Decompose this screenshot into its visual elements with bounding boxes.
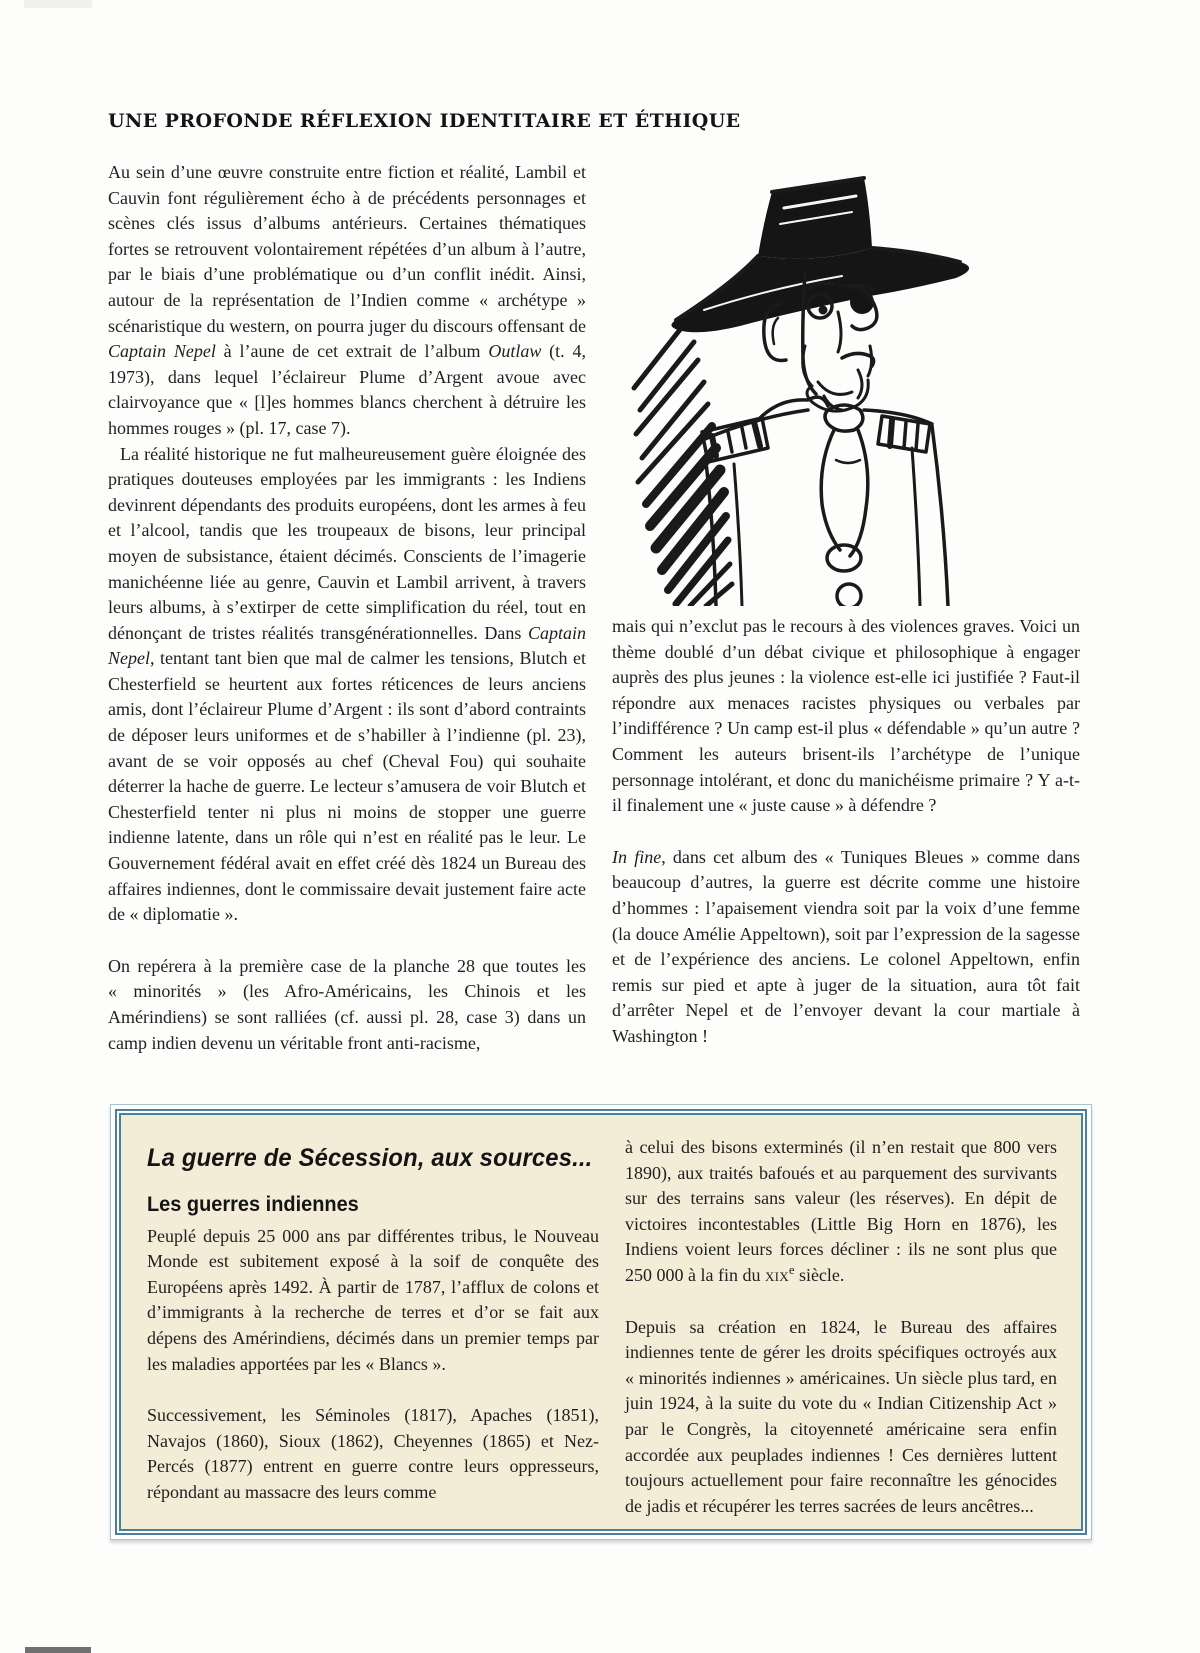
dark-eye (850, 290, 874, 314)
article-right-column (612, 160, 1080, 1056)
sidebar-box-frame (115, 1109, 1087, 1535)
button (837, 584, 861, 606)
article-paragraph: In fine, dans cet album des « Tuniques Bleues » comme dans beaucoup d’autres, la guerre est décrite comme une histoire d’hommes : l’apaisement viendra soit par la voix d’une femme (la douce Amélie Appeltown), soit par l’expression de la sagesse et de l’expérience des anciens. Le colonel Appeltown, enfin remis sur pied et apte à juger de la situation, aura tôt fait d’arrêter Nepel et de l’envoyer devant la cour martiale à Washington ! (612, 846, 1080, 1046)
article-paragraph: La réalité historique ne fut malheureusement guère éloignée des pratiques douteuses employées par les immigrants : les Indiens devinrent dépendants des produits européens, dont les armes à feu et l’alcool, tandis que les troupeaux de bisons, leur principal moyen de subsistance, étaient décimés. Conscients de l’imagerie manichéenne liée au genre, Cauvin et Lambil arrivent, à travers leurs albums, à s’extirper de cette simplification du réel, tout en dénonçant de tristes réalités transgénérationnelles. Dans Captain Nepel, tentant tant bien que mal de calmer les tensions, Blutch et Chesterfield se heurtent aux fortes réticences de leurs anciens amis, dont l’éclaireur Plume d’Argent : ils sont d’abord contraints de déposer leurs uniformes et de s’habiller à l’indienne (pl. 23), avant de se voir opposés au chef (Cheval Fou) qui souhaite déterrer la hache de guerre. Le lecteur s’amusera de voir Blutch et Chesterfield tenter ni plus ni moins de stopper une guerre indienne latente, dans un rôle qui n’est en réalité pas le leur. Le Gouvernement fédéral avait en effet créé dès 1824 un Bureau des affaires indiennes, dont le commissaire devait justement faire acte de « diplomatie ». (108, 443, 586, 925)
right-epaulette (878, 416, 930, 452)
mouth (842, 353, 874, 366)
officer-sketch-illustration (612, 160, 1080, 606)
article-paragraph: On repérera à la première case de la planche 28 que toutes les « minorités » (les Afro-Américains, les Chinois et les Amérindiens) se sont ralliées (cf. aussi pl. 28, case 3) dans un camp indien devenu un véritable front anti-racisme, (108, 955, 586, 1053)
hatch-shading (634, 322, 732, 606)
page-title: UNE PROFONDE RÉFLEXION IDENTITAIRE ET ÉTHIQUE (108, 110, 741, 132)
sidebar-paragraph: Peuplé depuis 25 000 ans par différentes tribus, le Nouveau Monde est subitement exposé à la soif de conquête des Européens après 1492. À partir de 1787, l’afflux de colons et d’immigrants à la recherche de terres et d’or se fait aux dépens des Amérindiens, décimés dans un premier temps par les maladies apportées par les « Blancs ». (147, 1225, 599, 1374)
article-columns (108, 160, 1080, 1056)
scarf-tail-end (827, 545, 861, 571)
beard (803, 346, 872, 411)
sidebar-box-content (119, 1113, 1083, 1531)
sidebar-box-right-column (625, 1135, 1057, 1517)
sidebar-box (110, 1104, 1092, 1540)
page-edge-artifact-bottom (25, 1647, 91, 1653)
sidebar-paragraph: Successivement, les Séminoles (1817), Apaches (1851), Navajos (1860), Sioux (1862), Cheyennes (1865) et Nez-Percés (1877) entrent en guerre contre leurs oppresseurs, répondant au massacre des leurs comme (147, 1405, 599, 1502)
sidebar-paragraph: Depuis sa création en 1824, le Bureau des affaires indiennes tente de gérer les droits spécifiques octroyés aux « minorités indiennes » américaines. Un siècle plus tard, en juin 1924, à la suite du vote du « Indian Citizenship Act » par le Congrès, la citoyenneté américaine sera enfin accordée aux peuplades indiennes ! Ces dernières luttent toujours actuellement pour faire reconnaître les génocides de jadis et récupérer les terres sacrées de leurs ancêtres... (625, 1316, 1057, 1516)
article-paragraph: Au sein d’une œuvre construite entre fiction et réalité, Lambil et Cauvin font régulièrement écho à de précédents personnages et scènes clés issus d’albums antérieurs. Certaines thématiques fortes se retrouvent volontairement répétées d’un album à l’autre, par le biais d’une problématique ou d’un conflit inédit. Ainsi, autour de la représentation de l’Indien comme « archétype » scénaristique du western, on pourra juger du discours offensant de Captain Nepel à l’aune de cet extrait de l’album Outlaw (t. 4, 1973), dans lequel l’éclaireur Plume d’Argent avoue avec clairvoyance que « [l]es hommes blancs cherchent à détruire les hommes rouges » (pl. 17, case 7). (108, 162, 586, 438)
sidebar-paragraph: à celui des bisons exterminés (il n’en restait que 800 vers 1890), aux traités bafoués et au parquement des survivants sur des terrains sans valeur (les réserves). En dépit de victoires incontestables (Little Big Horn en 1876), les Indiens voient leurs forces décliner : ils ne sont plus que 250 000 à la fin du xix$^e$ siècle. (625, 1137, 1057, 1285)
page-edge-artifact-top (24, 0, 92, 8)
article-paragraph: mais qui n’exclut pas le recours à des violences graves. Voici un thème doublé d’un débat civique et philosophique à engager auprès des plus jeunes : la violence est-elle ici justifiée ? Faut-il répondre aux menaces racistes physiques ou verbales par l’indifférence ? Un camp est-il plus « défendable » qu’un autre ? Comment les auteurs brisent-ils l’archétype de l’unique personnage intolérant, et donc du manichéisme primaire ? Y a-t-il finalement une « juste cause » à défendre ? (612, 616, 1080, 816)
sidebar-box-title: La guerre de Sécession, aux sources... (147, 1144, 593, 1172)
sidebar-box-heading: Les guerres indiennes (147, 1192, 359, 1216)
article-left-column (108, 160, 586, 1056)
sidebar-box-left-column (147, 1135, 599, 1517)
